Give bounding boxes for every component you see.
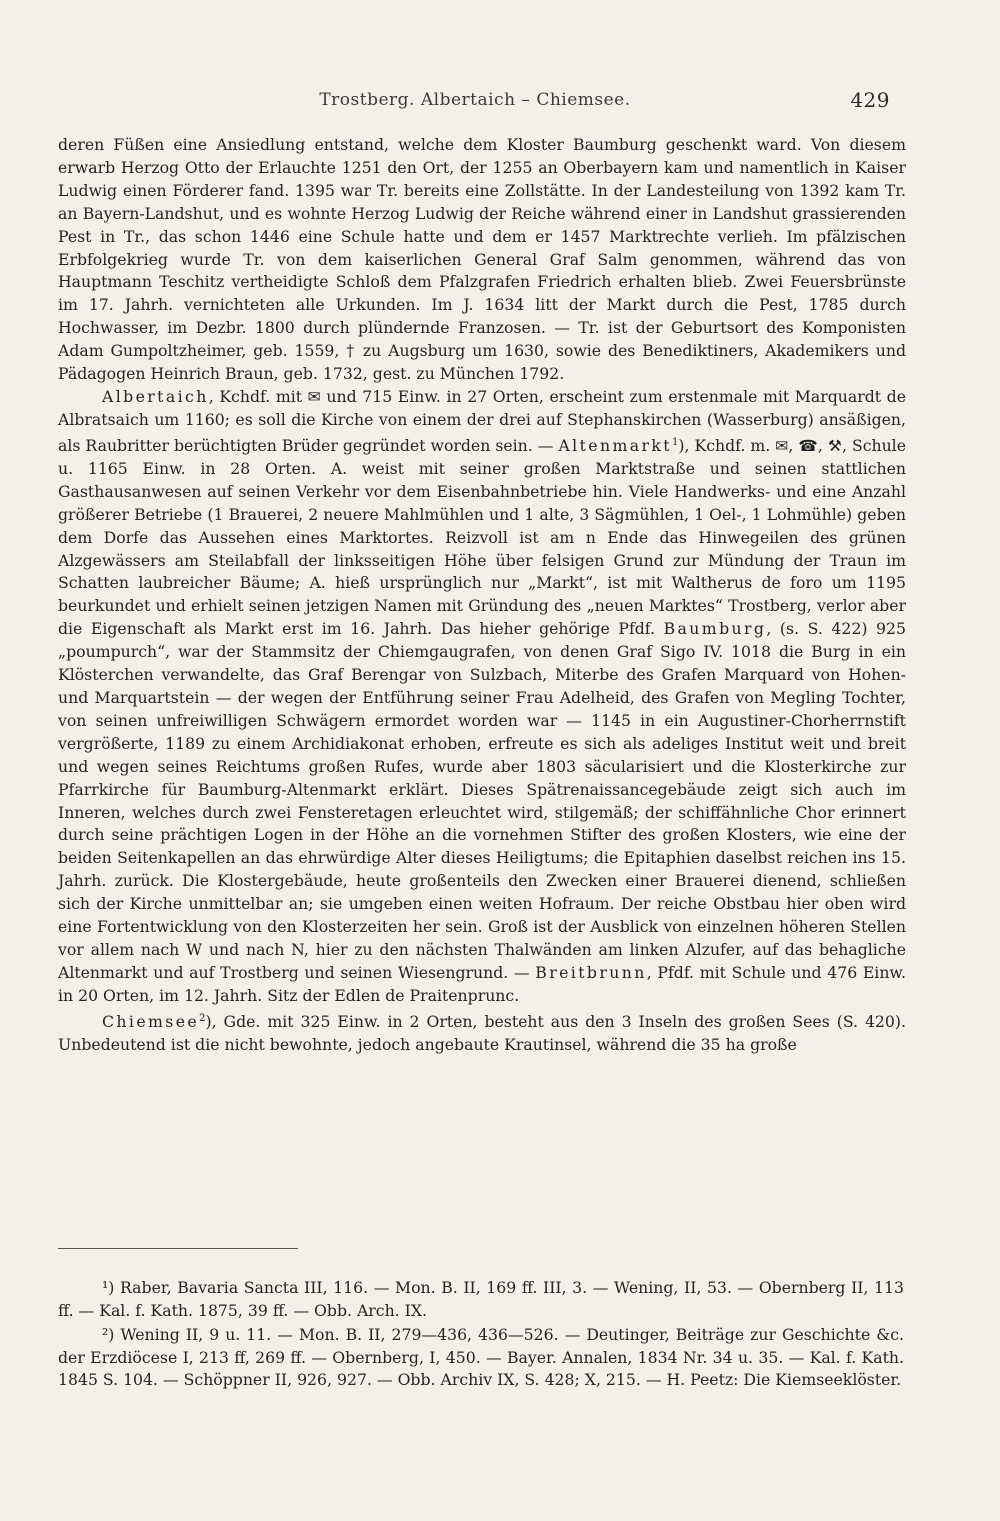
footnote-ref-1[interactable]: 1 xyxy=(672,436,679,448)
paragraph-trostberg: deren Füßen eine Ansiedlung entstand, welche dem Kloster Baumburg geschenkt ward. Von diesem erwarb Herzog Otto der Erlauchte 1251 den Ort, der 1255 an Oberbayern kam und namentlich in Kaiser Ludwig einen Förderer fand. 1395 war Tr. bereits eine Zollstätte. In der Landesteilung von 1392 kam Tr. an Bayern-Landshut, und es wohnte Herzog Ludwig der Reiche während einer in Landshut grassierenden Pest in Tr., das schon 1446 eine Schule hatte und dem er 1457 Marktrechte verlieh. Im pfälzischen Erbfolgekrieg wurde Tr. von dem kaiserlichen General Graf Salm genommen, während das von Hauptmann Teschitz vertheidigte Schloß dem Pfalzgrafen Friedrich erhalten blieb. Zwei Feuersbrünste im 17. Jahrh. vernichteten alle Urkunden. Im J. 1634 litt der Markt durch die Pest, 1785 durch Hochwasser, im Dezbr. 1800 durch plündernde Franzosen. — Tr. ist der Geburtsort des Komponisten Adam Gumpoltzheimer, geb. 1559, † zu Augsburg um 1630, sowie des Benediktiners, Akademikers und Pädagogen Heinrich Braun, geb. 1732, gest. zu München 1792. xyxy=(58,135,906,384)
footnote-2: ²) Wening II, 9 u. 11. — Mon. B. II, 279—436, 436—526. — Deutinger, Beiträge zur Geschichte &c. der Erzdiöcese I, 213 ff, 269 ff. — Obernberg, I, 450. — Bayer. Annalen, 1834 Nr. 34 u. 35. — Kal. f. Kath. 1845 S. 104. — Schöppner II, 926, 927. — Obb. Archiv IX, S. 428; X, 215. — H. Peetz: Die Kiemseeklöster. xyxy=(58,1325,904,1390)
text-baumburg: , (s. S. 422) 925 „poumpurch“, war der Stammsitz der Chiemgaugrafen, von denen Graf Sigo IV. 1018 die Burg in ein Klösterchen verwandelte, das Graf Berengar von Sulzbach, Miterbe des Grafen Marquard von Hohen- und Marquartstein — der wegen der Entführung seiner Frau Adelheid, des Grafen von Megling Tochter, von seinen unfreiwilligen Schwägern ermordet worden war — 1145 in ein Augustiner-Chorherrnstift vergrößerte, 1189 zu einem Archidiakonat erhoben, erfreute es sich als adeliges Institut weit und breit und wegen seines Reichtums großen Rufes, wurde aber 1803 säcularisiert und die Klosterkirche zur Pfarrkirche für Baumburg-Altenmarkt erklärt. Dieses Spätrenaissancegebäude zeigt sich auch im Inneren, welches durch zwei Fensteretagen erleuchtet wird, stilgemäß; der schiffähnliche Chor erinnert durch seine prächtigen Logen in der Höhe an die vornehmen Stifter des großen Klosters, wie eine der beiden Seitenkapellen an das ehrwürdige Alter dieses Heiligtums; die Epitaphien daselbst reichen ins 15. Jahrh. zurück. Die Klostergebäude, heute großenteils den Zwecken einer Brauerei dienend, schließen sich der Kirche unmittelbar an; sie umgeben einen weiten Hofraum. Der reiche Obstbau hier oben wird eine Fortentwicklung von den Klosterzeiten her sein. Groß ist der Ausblick von einzelnen höheren Stellen vor allem nach W und nach N, hier zu den nächsten Thalwänden am linken Alzufer, auf das behagliche Altenmarkt und auf Trostberg und seinen Wiesengrund. — xyxy=(58,619,906,982)
footnote-1: ¹) Raber, Bavaria Sancta III, 116. — Mon. B. II, 169 ff. III, 3. — Wening, II, 53. — Obernberg II, 113 ff. — Kal. f. Kath. 1875, 39 ff. — Obb. Arch. IX. xyxy=(58,1278,904,1320)
entry-baumburg: Baumburg xyxy=(663,619,767,639)
paragraph-albertaich xyxy=(58,386,906,1008)
text-breitbrunn: , Pfdf. mit Schule und 476 Einw. in 20 Orten, im 12. Jahrh. Sitz der Edlen de Praitenprunc. xyxy=(58,962,906,1005)
entry-altenmarkt: Altenmarkt xyxy=(558,436,673,456)
running-head xyxy=(60,88,890,116)
paragraph-chiemsee xyxy=(58,1008,906,1057)
entry-albertaich: Albertaich xyxy=(102,386,209,406)
text-altenmarkt: ), Kchdf. m. ✉, ☎, ⚒, Schule u. 1165 Einw. in 28 Orten. A. weist mit seiner großen Marktstraße und seinen stattlichen Gasthausanwesen auf seinen Verkehr vor dem Eisenbahnbetriebe hin. Viele Handwerks- und eine Anzahl größerer Betriebe (1 Brauerei, 2 neuere Mahlmühlen und 1 alte, 3 Sägmühlen, 1 Oel-, 1 Lohmühle) geben dem Dorfe das Aussehen eines Marktortes. Reizvoll ist am n Ende das Hinwegeilen des grünen Alzgewässers am Steilabfall der linksseitigen Höhe über felsigen Grund zur Mündung der Traun im Schatten laubreicher Bäume; A. hieß ursprünglich nur „Markt“, ist mit Waltherus de foro um 1195 beurkundet und erhielt seinen jetzigen Namen mit Gründung des „neuen Marktes“ Trostberg, verlor aber die Eigenschaft als Markt erst im 16. Jahrh. Das hieher gehörige Pfdf. xyxy=(58,436,906,639)
body-text xyxy=(58,134,906,1057)
page-number: 429 xyxy=(850,88,890,112)
text-chiemsee: ), Gde. mit 325 Einw. in 2 Orten, besteht aus den 3 Inseln des großen Sees (S. 420). Unbedeutend ist die nicht bewohnte, jedoch angebaute Krautinsel, während die 35 ha große xyxy=(58,1011,906,1054)
entry-chiemsee: Chiemsee xyxy=(102,1011,200,1031)
footnotes xyxy=(58,1277,904,1394)
running-title: Trostberg. Albertaich – Chiemsee. xyxy=(319,90,631,110)
text-albertaich: , Kchdf. mit ✉ und 715 Einw. in 27 Orten, erscheint zum erstenmale mit Marquardt de Albratsaich um 1160; es soll die Kirche von einem der drei auf Stephanskirchen (Wasserburg) ansäßigen, als Raubritter berüchtigten Brüder gegründet worden sein. — xyxy=(58,386,906,456)
footnote-ref-2[interactable]: 2 xyxy=(199,1012,206,1024)
footnote-separator xyxy=(58,1248,298,1249)
entry-breitbrunn: Breitbrunn xyxy=(535,962,647,982)
